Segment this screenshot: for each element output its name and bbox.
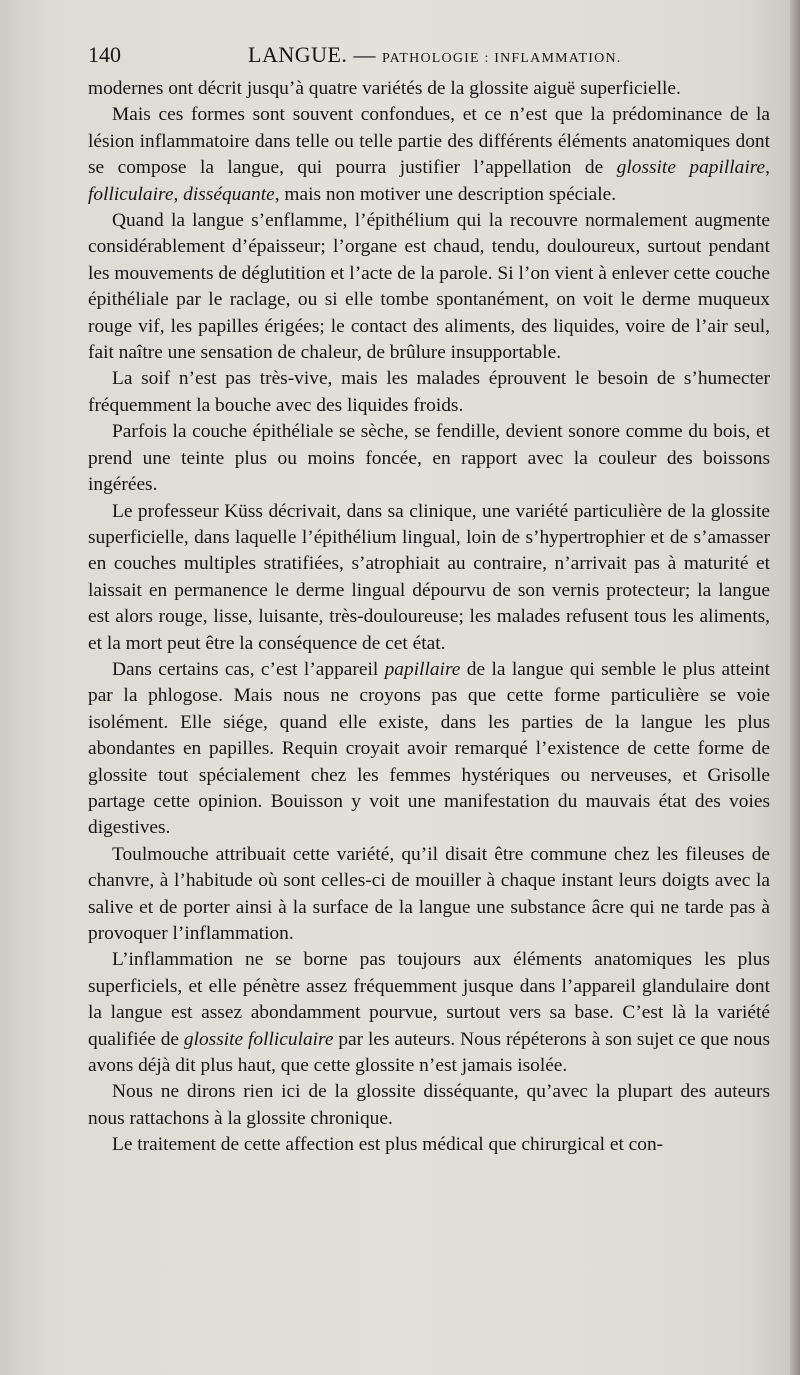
page-gutter-shadow: [790, 0, 800, 1375]
text-run: par les auteurs. Nous répéterons à son sujet ce que nous avons déjà dit plus haut, que cette glossite n’est jamais isolée.: [88, 1028, 770, 1077]
text-run: Toulmouche attribuait cette variété, qu’il disait être commune chez les fileuses de chanvre, à l’habitude où sont celles-ci de mouiller à chaque instant leurs doigts avec la salive et de porter ainsi à la surface de la langue une substance âcre qui ne tarde pas à provoquer l’inflammation.: [88, 843, 770, 944]
text-run: L’inflammation ne se borne pas toujours aux éléments anatomiques les plus superficiels, et elle pénètre assez fréquemment jusque dans l’appareil glandulaire dont la langue est assez abondamment pourvue, surtout vers sa base. C’est là la variété qualifiée de: [88, 949, 770, 1050]
body-text: [88, 76, 770, 1159]
paragraph: [88, 419, 770, 498]
italic-term: glossite papillaire: [616, 157, 766, 179]
text-run: Nous ne dirons rien ici de la glossite disséquante, qu’avec la plupart des auteurs nous rattachons à la glossite chronique.: [88, 1081, 770, 1129]
page-header: [88, 40, 778, 74]
italic-term: glossite folliculaire: [183, 1028, 334, 1050]
paragraph: [88, 657, 770, 842]
paragraph: [88, 499, 770, 657]
paragraph: [88, 76, 770, 102]
paragraph: [88, 1132, 770, 1158]
italic-term: papillaire: [384, 658, 461, 680]
paragraph: [88, 1079, 770, 1132]
text-run: Quand la langue s’enflamme, l’épithélium qui la recouvre normalement augmente considérablement d’épaisseur; l’organe est chaud, tendu, douloureux, surtout pendant les mouvements de déglutition et l’acte de la parole. Si l’on vient à enlever cette couche épithéliale par le raclage, ou si elle tombe spontanément, on voit le derme muqueux rouge vif, les papilles érigées; le contact des aliments, des liquides, voire de l’air seul, fait naître une sensation de chaleur, de brûlure insupportable.: [88, 210, 770, 364]
italic-term: folliculaire: [88, 183, 174, 205]
text-run: , mais non motiver une description spéciale.: [274, 183, 617, 205]
paragraph: [88, 102, 770, 208]
running-title-sub: PATHOLOGIE : INFLAMMATION.: [381, 51, 622, 66]
text-run: Dans certains cas, c’est l’appareil: [112, 658, 385, 680]
text-run: ,: [765, 157, 770, 179]
text-run: Mais ces formes sont souvent confondues, et ce n’est que la prédominance de la lésion inflammatoire dans telle ou telle partie des différents éléments anatomiques dont se compose la langue, qui pourra justifier l’appellation de: [88, 104, 770, 179]
paragraph: [88, 842, 770, 948]
text-run: La soif n’est pas très-vive, mais les malades éprouvent le besoin de s’humecter fréquemment la bouche avec des liquides froids.: [88, 368, 770, 416]
running-title: [248, 42, 621, 68]
page-number: 140: [88, 42, 121, 67]
paragraph: [88, 947, 770, 1079]
running-title-dash: —: [353, 42, 376, 67]
paragraph: [88, 366, 770, 419]
running-title-main: LANGUE.: [248, 42, 348, 67]
text-run: modernes ont décrit jusqu’à quatre variétés de la glossite aiguë superficielle.: [88, 78, 681, 99]
text-run: ,: [173, 183, 184, 205]
paragraph: [88, 208, 770, 366]
italic-term: disséquante: [183, 183, 275, 205]
text-run: Parfois la couche épithéliale se sèche, se fendille, devient sonore comme du bois, et prend une teinte plus ou moins foncée, en rapport avec la couleur des boissons ingérées.: [88, 421, 770, 496]
text-run: Le professeur Küss décrivait, dans sa clinique, une variété particulière de la glossite superficielle, dans laquelle l’épithélium lingual, loin de s’hypertrophier et de s’amasser en couches multiples stratifiées, s’atrophiait au contraire, n’arrivait pas à maturité et laissait en permanence le derme lingual dépourvu de son vernis protecteur; la langue est alors rouge, lisse, luisante, très-douloureuse; les malades refusent tous les aliments, et la mort peut être la conséquence de cet état.: [88, 500, 770, 654]
text-run: Le traitement de cette affection est plus médical que chirurgical et con-: [112, 1134, 664, 1156]
text-run: de la langue qui semble le plus atteint par la phlogose. Mais nous ne croyons pas que cette forme particulière se voie isolément. Elle siége, quand elle existe, dans les parties de la langue les plus abondantes en papilles. Requin croyait avoir remarqué l’existence de cette forme de glossite tout spécialement chez les femmes hystériques ou nerveuses, et Grisolle partage cette opinion. Bouisson y voit une manifestation du mauvais état des voies digestives.: [88, 658, 770, 839]
